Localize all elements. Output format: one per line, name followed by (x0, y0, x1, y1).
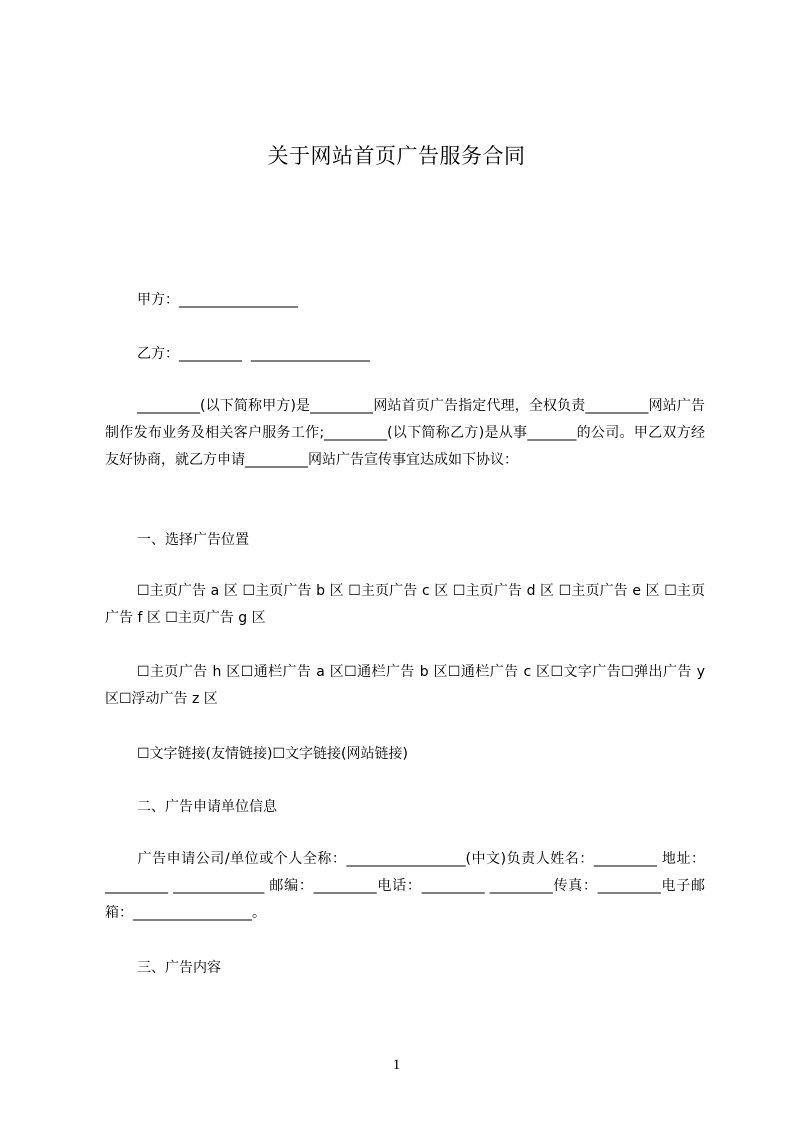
ad-position-options-2-text: ☐主页广告 h 区☐通栏广告 a 区☐通栏广告 b 区☐通栏广告 c 区☐文字广告☐弹出广告 y 区☐浮动广告 z 区 (105, 664, 705, 707)
ad-position-options-1 (105, 578, 705, 632)
page-number: 1 (392, 1057, 401, 1073)
ad-position-options-2 (105, 659, 705, 713)
intro-text: _________(以下简称甲方)是_________网站首页广告指定代理，全权负责_________网站广告制作发布业务及相关客户服务工作;_________(以下简称乙方)是从事_______的公司。甲乙双方经友好协商，就乙方申请_________网站广告宣传事宜达成如下协议： (105, 398, 705, 468)
applicant-info-text: 广告申请公司/单位或个人全称：_________________(中文)负责人姓名：_________ 地址：_________ _____________ 邮编：_________电话：_________ _________传真：_________电子邮箱：_________________。 (105, 851, 705, 921)
ad-position-options-1-text: ☐主页广告 a 区 ☐主页广告 b 区 ☐主页广告 c 区 ☐主页广告 d 区 ☐主页广告 e 区 ☐主页广告 f 区 ☐主页广告 g 区 (105, 583, 705, 626)
section-1-heading: 一、选择广告位置 (137, 532, 249, 548)
document-title: 关于网站首页广告服务合同 (267, 144, 526, 168)
ad-position-options-3: ☐文字链接(友情链接)☐文字链接(网站链接) (137, 746, 408, 762)
party-a-line: 甲方：_________________ (137, 292, 298, 308)
applicant-info-paragraph (105, 846, 705, 927)
section-2-heading: 二、广告申请单位信息 (137, 799, 277, 815)
party-b-line: 乙方：_________ _________________ (137, 346, 370, 362)
section-3-heading: 三、广告内容 (137, 960, 221, 976)
intro-paragraph (105, 393, 705, 474)
